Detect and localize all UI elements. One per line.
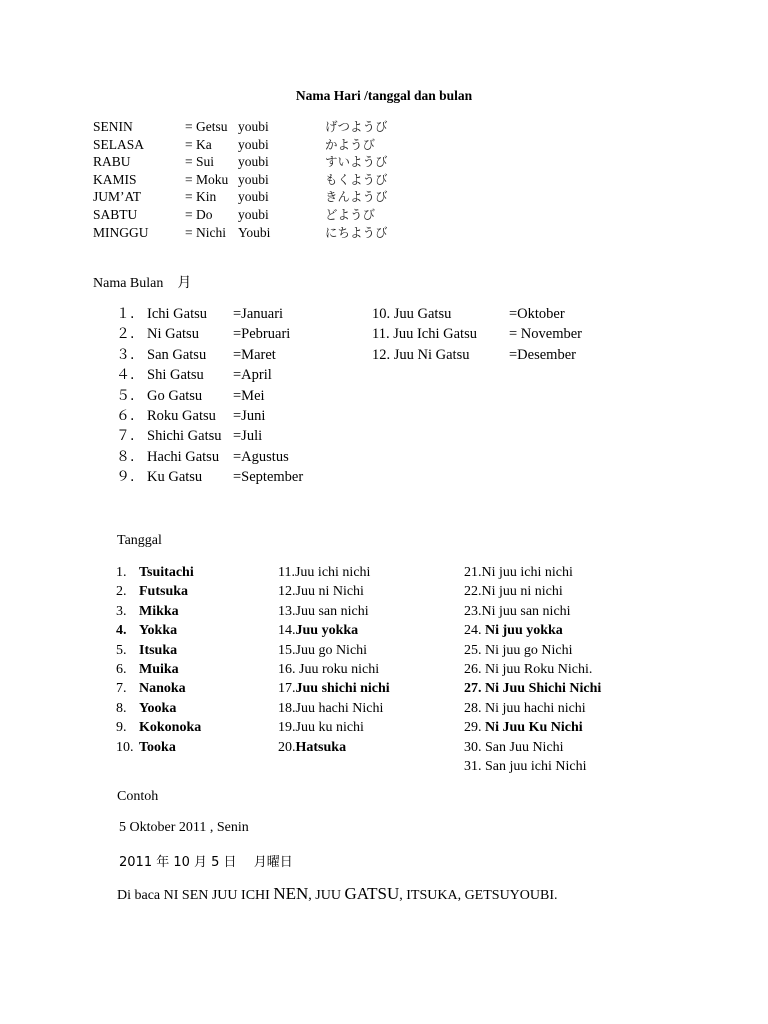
reading-part-3: , JUU bbox=[308, 888, 345, 903]
date-reading: Mikka bbox=[139, 603, 179, 619]
month-indonesian: =Juli bbox=[233, 428, 263, 445]
example-date-latin: 5 Oktober 2011 , Senin bbox=[119, 820, 249, 835]
date-row bbox=[278, 699, 383, 718]
date-reading: Ni juu Roku Nichi. bbox=[485, 662, 593, 677]
date-row bbox=[278, 563, 370, 582]
date-reading: Tsuitachi bbox=[139, 565, 194, 580]
page-title: Nama Hari /tanggal dan bulan bbox=[295, 88, 473, 103]
date-number: 11. bbox=[278, 565, 295, 580]
month-indonesian: =April bbox=[233, 367, 272, 384]
date-reading: Nanoka bbox=[139, 681, 186, 697]
example-date-japanese-text: 2011 年 10 月 5 日 月曜日 bbox=[119, 855, 293, 870]
month-row bbox=[116, 406, 356, 426]
date-number: 27. bbox=[464, 681, 485, 697]
month-row bbox=[116, 386, 356, 406]
months-heading: Nama Bulan 月 bbox=[93, 276, 192, 291]
day-japanese-prefix: = Nichi bbox=[185, 224, 226, 240]
day-kana: にちようび bbox=[325, 224, 388, 240]
day-name: SELASA bbox=[93, 136, 145, 152]
date-number: 8. bbox=[116, 700, 127, 716]
month-japanese: San Gatsu bbox=[147, 346, 207, 363]
month-japanese: 11. Juu Ichi Gatsu bbox=[372, 326, 477, 343]
day-row bbox=[93, 224, 453, 241]
month-number: ６. bbox=[116, 408, 135, 424]
day-kana: どようび bbox=[325, 207, 376, 222]
month-number: ３. bbox=[116, 346, 135, 363]
day-youbi: youbi bbox=[238, 154, 269, 170]
month-indonesian: =Mei bbox=[233, 387, 265, 404]
month-row bbox=[116, 447, 356, 467]
month-japanese: Hachi Gatsu bbox=[147, 448, 220, 465]
date-reading: Juu yokka bbox=[295, 623, 359, 639]
date-number: 19. bbox=[278, 720, 296, 736]
date-reading: Juu ichi nichi bbox=[294, 565, 371, 580]
date-reading: Ni Juu Ku Nichi bbox=[485, 720, 583, 736]
date-row bbox=[464, 679, 601, 698]
month-indonesian: =Desember bbox=[509, 346, 576, 363]
month-row bbox=[116, 426, 356, 446]
date-row bbox=[464, 699, 586, 718]
day-kana: もくようび bbox=[325, 171, 388, 187]
date-row bbox=[464, 602, 571, 621]
date-row bbox=[116, 660, 179, 679]
month-row bbox=[116, 365, 356, 385]
date-row bbox=[116, 602, 179, 621]
date-reading: Ni juu hachi nichi bbox=[485, 700, 586, 716]
day-name: JUM’AT bbox=[93, 189, 142, 205]
month-number: １. bbox=[116, 306, 135, 322]
month-number: ２. bbox=[116, 326, 135, 343]
reading-part-5: , ITSUKA, GETSUYOUBI. bbox=[399, 888, 558, 903]
example-heading: Contoh bbox=[117, 789, 159, 804]
date-reading: Ni juu go Nichi bbox=[485, 642, 573, 658]
date-row bbox=[116, 738, 176, 757]
date-number: 24. bbox=[464, 623, 485, 639]
month-japanese: Ni Gatsu bbox=[147, 326, 199, 343]
month-indonesian: =Pebruari bbox=[233, 326, 291, 343]
date-number: 16. bbox=[278, 662, 296, 677]
date-reading: Kokonoka bbox=[139, 720, 202, 736]
date-row bbox=[278, 641, 367, 660]
date-number: 14. bbox=[278, 623, 296, 639]
date-number: 5. bbox=[116, 642, 127, 658]
date-row bbox=[116, 582, 188, 601]
date-reading: Muika bbox=[139, 662, 179, 677]
date-number: 4. bbox=[116, 623, 127, 639]
date-row bbox=[116, 563, 194, 582]
day-row bbox=[93, 188, 453, 205]
date-row bbox=[116, 718, 201, 737]
month-indonesian: = November bbox=[509, 326, 583, 343]
date-row bbox=[116, 699, 176, 718]
month-japanese: Shi Gatsu bbox=[147, 367, 204, 384]
date-number: 15. bbox=[278, 642, 296, 658]
day-kana: げつようび bbox=[325, 119, 388, 134]
month-japanese: Roku Gatsu bbox=[147, 408, 216, 424]
date-number: 28. bbox=[464, 700, 485, 716]
date-row bbox=[464, 718, 583, 737]
month-japanese: Shichi Gatsu bbox=[147, 428, 222, 445]
day-kana: きんようび bbox=[325, 189, 388, 205]
date-number: 23. bbox=[464, 603, 482, 619]
date-reading: Itsuka bbox=[139, 642, 178, 658]
month-japanese: Ichi Gatsu bbox=[147, 306, 207, 322]
day-name: MINGGU bbox=[93, 224, 149, 240]
date-row bbox=[278, 582, 364, 601]
date-reading: Ni juu yokka bbox=[485, 623, 563, 639]
date-row bbox=[278, 621, 358, 640]
date-number: 1. bbox=[116, 565, 127, 580]
day-japanese-prefix: = Sui bbox=[185, 154, 214, 170]
date-row bbox=[464, 757, 587, 776]
day-japanese-prefix: = Getsu bbox=[185, 119, 228, 134]
month-japanese: 12. Juu Ni Gatsu bbox=[372, 346, 470, 363]
date-number: 6. bbox=[116, 662, 127, 677]
month-row bbox=[372, 304, 612, 324]
date-number: 25. bbox=[464, 642, 485, 658]
date-reading: San Juu Nichi bbox=[485, 739, 564, 755]
date-number: 13. bbox=[278, 603, 296, 619]
day-kana: かようび bbox=[325, 136, 376, 152]
example-reading bbox=[117, 884, 558, 904]
day-row bbox=[93, 171, 453, 188]
month-indonesian: =Juni bbox=[233, 408, 266, 424]
date-number: 29. bbox=[464, 720, 485, 736]
month-japanese: Go Gatsu bbox=[147, 387, 203, 404]
day-japanese-prefix: = Do bbox=[185, 207, 213, 222]
month-number: ５. bbox=[116, 387, 135, 404]
day-youbi: youbi bbox=[238, 207, 269, 222]
date-number: 20. bbox=[278, 739, 296, 755]
date-row bbox=[464, 641, 573, 660]
reading-gatsu: GATSU bbox=[344, 884, 400, 903]
date-number: 2. bbox=[116, 584, 127, 600]
date-reading: Yooka bbox=[139, 700, 177, 716]
month-row bbox=[116, 467, 356, 487]
date-number: 3. bbox=[116, 603, 127, 619]
date-row bbox=[464, 621, 563, 640]
date-reading: Ni juu ichi nichi bbox=[481, 565, 573, 580]
month-number: ７. bbox=[116, 428, 135, 445]
date-row bbox=[116, 679, 186, 698]
day-youbi: youbi bbox=[238, 136, 269, 152]
month-row bbox=[116, 304, 356, 324]
day-row bbox=[93, 136, 453, 153]
date-reading: San juu ichi Nichi bbox=[485, 759, 587, 774]
date-number: 21. bbox=[464, 565, 482, 580]
reading-nen: NEN bbox=[273, 884, 309, 903]
date-number: 10. bbox=[116, 739, 134, 755]
month-number: ９. bbox=[116, 469, 135, 486]
date-number: 18. bbox=[278, 700, 296, 716]
date-reading: Juu roku nichi bbox=[295, 662, 380, 677]
day-japanese-prefix: = Kin bbox=[185, 189, 217, 205]
date-row bbox=[278, 679, 390, 698]
date-number: 22. bbox=[464, 584, 482, 600]
day-row bbox=[93, 118, 453, 135]
date-reading: Tooka bbox=[139, 739, 176, 755]
day-row bbox=[93, 206, 453, 223]
date-reading: Ni juu san nichi bbox=[481, 603, 571, 619]
date-row bbox=[116, 641, 177, 660]
date-reading: Juu hachi Nichi bbox=[295, 700, 384, 716]
date-row bbox=[464, 738, 564, 757]
month-number: ４. bbox=[116, 367, 135, 384]
date-row bbox=[464, 563, 573, 582]
date-number: 17. bbox=[278, 681, 296, 697]
date-row bbox=[464, 582, 563, 601]
date-reading: Juu go Nichi bbox=[295, 642, 368, 658]
day-japanese-prefix: = Moku bbox=[185, 171, 229, 187]
date-reading: Juu san nichi bbox=[295, 603, 369, 619]
day-name: KAMIS bbox=[93, 171, 137, 187]
month-japanese: 10. Juu Gatsu bbox=[372, 306, 452, 322]
day-name: SENIN bbox=[93, 119, 133, 134]
month-row bbox=[372, 345, 612, 365]
month-indonesian: =Agustus bbox=[233, 448, 289, 465]
month-row bbox=[116, 324, 356, 344]
date-number: 7. bbox=[116, 681, 127, 697]
date-number: 12. bbox=[278, 584, 296, 600]
month-indonesian: =Maret bbox=[233, 346, 276, 363]
date-row bbox=[278, 602, 369, 621]
day-youbi: youbi bbox=[238, 171, 269, 187]
date-number: 26. bbox=[464, 662, 485, 677]
day-name: SABTU bbox=[93, 207, 138, 222]
reading-part-1: Di baca NI SEN JUU ICHI bbox=[117, 888, 274, 903]
month-row bbox=[372, 324, 612, 344]
date-number: 9. bbox=[116, 720, 127, 736]
day-youbi: Youbi bbox=[238, 224, 271, 240]
day-youbi: youbi bbox=[238, 119, 269, 134]
dates-heading: Tanggal bbox=[117, 533, 162, 548]
day-youbi: youbi bbox=[238, 189, 269, 205]
date-number: 30. bbox=[464, 739, 485, 755]
date-row bbox=[464, 660, 592, 679]
date-reading: Hatsuka bbox=[295, 739, 347, 755]
month-indonesian: =Oktober bbox=[509, 306, 565, 322]
date-reading: Yokka bbox=[139, 623, 178, 639]
date-reading: Juu ni Nichi bbox=[295, 584, 364, 600]
date-reading: Juu shichi nichi bbox=[295, 681, 390, 697]
date-reading: Ni Juu Shichi Nichi bbox=[485, 681, 602, 697]
day-kana: すいようび bbox=[325, 154, 388, 170]
example-date-japanese bbox=[119, 851, 293, 871]
month-row bbox=[116, 345, 356, 365]
date-reading: Juu ku nichi bbox=[295, 720, 364, 736]
date-row bbox=[278, 738, 346, 757]
month-number: ８. bbox=[116, 448, 135, 465]
date-row bbox=[278, 660, 379, 679]
date-number: 31. bbox=[464, 759, 485, 774]
date-reading: Ni juu ni nichi bbox=[481, 584, 563, 600]
date-row bbox=[278, 718, 364, 737]
day-japanese-prefix: = Ka bbox=[185, 136, 212, 152]
day-name: RABU bbox=[93, 154, 131, 170]
month-japanese: Ku Gatsu bbox=[147, 469, 203, 486]
month-indonesian: =Januari bbox=[233, 306, 284, 322]
day-row bbox=[93, 153, 453, 170]
month-indonesian: =September bbox=[233, 469, 304, 486]
date-reading: Futsuka bbox=[139, 584, 189, 600]
date-row bbox=[116, 621, 177, 640]
